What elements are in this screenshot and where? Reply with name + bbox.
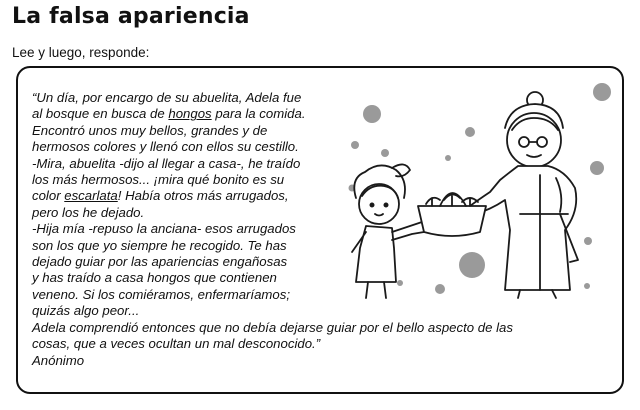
- story-line: -Mira, abuelita -dijo al llegar a casa-, he traído: [32, 155, 301, 171]
- story-line: hermosos colores y llenó con ellos su cestillo.: [32, 139, 299, 155]
- story-line: quizás algo peor...: [32, 303, 140, 319]
- decorative-dot: [593, 83, 611, 101]
- decorative-dot: [590, 161, 604, 175]
- story-line: son los que yo siempre he recogido. Te has: [32, 237, 287, 253]
- mushroom-basket: [418, 193, 486, 236]
- page-title: La falsa apariencia: [12, 4, 250, 29]
- story-text-segment: color: [32, 188, 65, 204]
- decorative-dot: [465, 127, 475, 137]
- story-line: “Un día, por encargo de su abuelita, Adela fue: [32, 90, 302, 105]
- story-line: los más hermosos... ¡mira qué bonito es su: [32, 172, 285, 188]
- decorative-dot: [459, 252, 485, 278]
- decorative-dot: [351, 141, 359, 149]
- instruction-text: Lee y luego, responde:: [12, 45, 150, 60]
- decorative-dot: [445, 155, 451, 161]
- story-line: veneno. Si los comiéramos, enfermaríamos;: [32, 286, 290, 302]
- decorative-dot: [363, 105, 381, 123]
- underlined-word-escarlata: escarlata: [64, 188, 118, 204]
- story-line: cosas, que a veces ocultan un mal desconocido.”: [32, 336, 321, 352]
- story-line: pero los he dejado.: [32, 204, 145, 220]
- story-line: -Hija mía -repuso la anciana- esos arrugados: [32, 221, 296, 237]
- story-line: y has traído a casa hongos que contienen: [32, 270, 277, 286]
- grandmother-figure: [470, 92, 578, 298]
- story-text-segment: para la comida.: [211, 106, 306, 122]
- story-text-segment: ! Había otros más arrugados,: [117, 188, 289, 204]
- story-author: Anónimo: [32, 352, 85, 368]
- story-line: Encontró unos muy bellos, grandes y de: [32, 122, 268, 138]
- decorative-dot: [397, 280, 403, 286]
- decorative-dot: [381, 149, 389, 157]
- decorative-dot: [584, 283, 590, 289]
- decorative-dot: [435, 284, 445, 294]
- story-line: dejado guiar por las apariencias engañosas: [32, 254, 288, 270]
- story-line: Adela comprendió entonces que no debía dejarse guiar por el bello aspecto de las: [32, 319, 513, 335]
- girl-figure: [352, 164, 424, 298]
- story-text-segment: al bosque en busca de: [32, 106, 169, 122]
- underlined-word-hongos: hongos: [168, 106, 212, 122]
- decorative-dot: [584, 237, 592, 245]
